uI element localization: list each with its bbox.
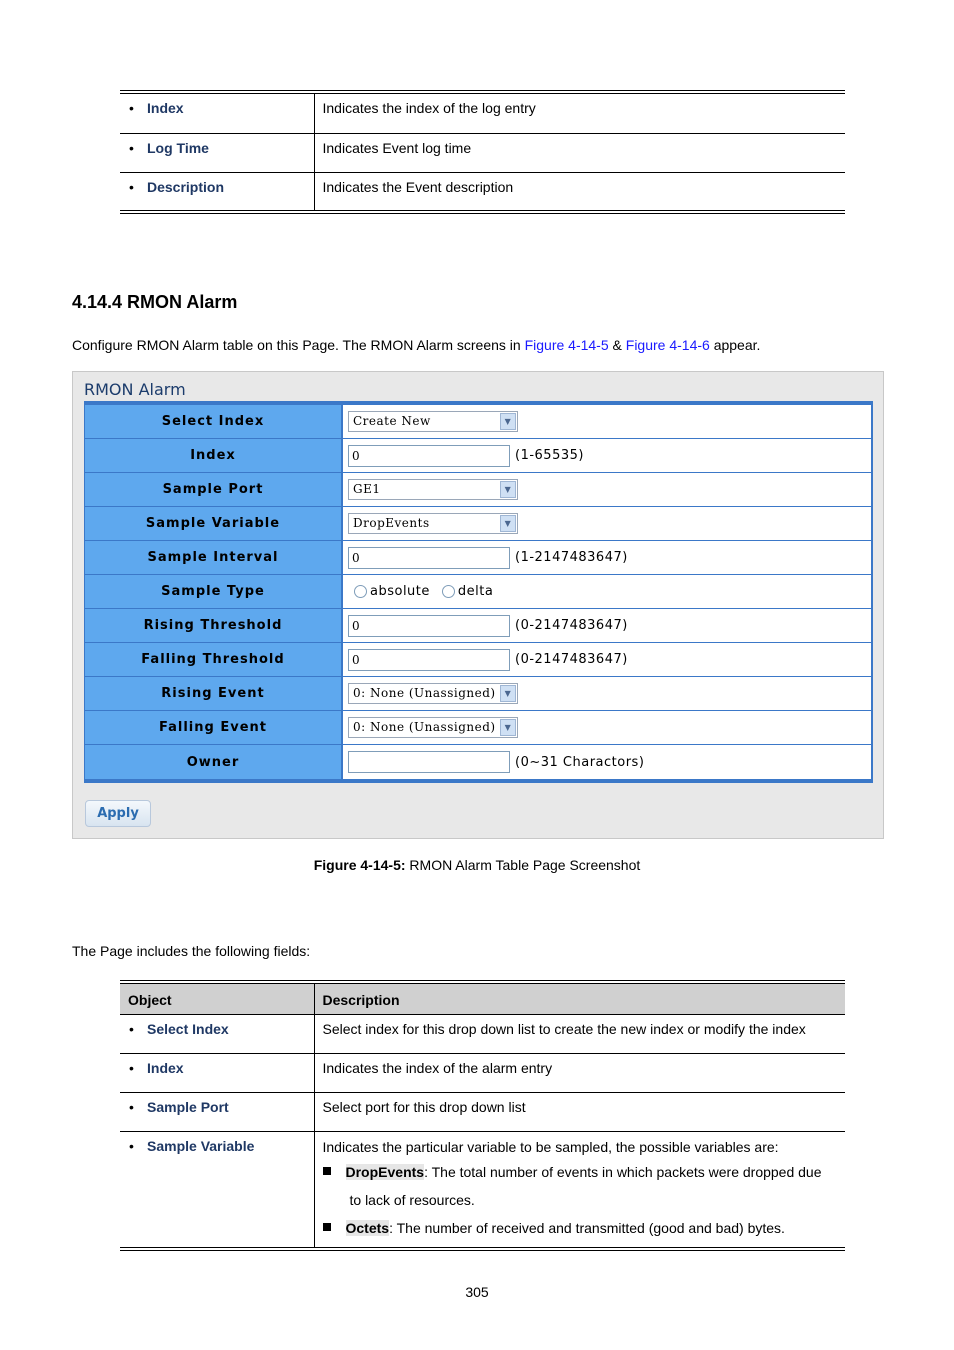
- table-bottom-rule: [120, 210, 845, 214]
- variable-term: DropEvents: [345, 1163, 425, 1180]
- table-row: [120, 1053, 845, 1092]
- log-fields-table: [120, 94, 845, 211]
- table-row: [120, 1092, 845, 1131]
- table-row: [120, 1014, 845, 1053]
- rising-threshold-input[interactable]: 0: [348, 615, 510, 637]
- form-row-sample-port: [85, 473, 871, 507]
- rising-event-label: Rising Event: [85, 677, 343, 710]
- index-label: Index: [85, 439, 343, 472]
- form-row-falling-event: [85, 711, 871, 745]
- intro-paragraph: [72, 337, 760, 353]
- rising-event-dropdown[interactable]: [348, 683, 518, 704]
- chevron-down-icon: ▼: [500, 685, 516, 702]
- falling-event-dropdown[interactable]: [348, 717, 518, 738]
- select-index-dropdown[interactable]: [348, 411, 518, 432]
- absolute-radio-label: absolute: [370, 584, 430, 599]
- table-header-row: [120, 984, 845, 1014]
- sample-variable-label: Sample Variable: [85, 507, 343, 540]
- intro-text: Configure RMON Alarm table on this Page. The RMON Alarm screens in: [72, 337, 525, 353]
- table-row: [120, 172, 845, 211]
- page-number: 305: [465, 1284, 489, 1300]
- square-bullet-icon: [323, 1223, 331, 1231]
- table-row: [120, 133, 845, 172]
- fields-intro: The Page includes the following fields:: [72, 943, 311, 959]
- caption-text: RMON Alarm Table Page Screenshot: [405, 857, 641, 873]
- sample-type-label: Sample Type: [85, 575, 343, 608]
- header-description: Description: [314, 984, 845, 1014]
- object-name: • Sample Variable: [128, 1138, 254, 1154]
- alarm-fields-table: [120, 984, 845, 1247]
- form-row-select-index: [85, 405, 871, 439]
- object-name: • Description: [128, 179, 224, 195]
- figure-link-2[interactable]: Figure 4-14-6: [625, 337, 710, 353]
- intro-text: appear.: [709, 337, 761, 353]
- sample-interval-hint: (1-2147483647): [515, 550, 628, 565]
- table-bottom-rule: [120, 1247, 845, 1251]
- form-row-sample-variable: [85, 507, 871, 541]
- form-row-sample-interval: [85, 541, 871, 575]
- apply-button[interactable]: Apply: [85, 800, 151, 827]
- owner-label: Owner: [85, 745, 343, 779]
- select-index-label: Select Index: [85, 405, 343, 438]
- dropdown-value: DropEvents: [353, 516, 430, 530]
- form-row-rising-event: [85, 677, 871, 711]
- object-description: Indicates Event log time: [314, 133, 845, 172]
- variable-description: : The number of received and transmitted (good and bad) bytes.: [389, 1219, 785, 1236]
- object-description: Indicates the particular variable to be sampled, the possible variables are:: [322, 1138, 779, 1155]
- table-row: [120, 94, 845, 133]
- owner-input[interactable]: [348, 751, 510, 773]
- variable-description: : The total number of events in which packets were dropped due to lack of resources.: [349, 1163, 822, 1208]
- dropdown-value: Create New: [353, 414, 431, 428]
- list-item: [323, 1158, 838, 1214]
- caption-label: Figure 4-14-5:: [313, 857, 406, 873]
- rising-threshold-label: Rising Threshold: [85, 609, 343, 642]
- sample-port-label: Sample Port: [85, 473, 343, 506]
- table-row: [120, 1131, 845, 1247]
- absolute-radio[interactable]: [354, 585, 367, 598]
- variable-term: Octets: [345, 1219, 390, 1236]
- object-name: • Log Time: [128, 140, 209, 156]
- index-hint: (1-65535): [515, 448, 584, 463]
- dropdown-value: GE1: [353, 482, 381, 496]
- dropdown-value: 0: None (Unassigned): [353, 720, 496, 734]
- intro-text: &: [608, 337, 626, 353]
- list-item: [323, 1214, 838, 1242]
- chevron-down-icon: ▼: [500, 515, 516, 532]
- object-description: Select index for this drop down list to create the new index or modify the index: [314, 1014, 845, 1053]
- owner-hint: (0~31 Charactors): [515, 754, 645, 770]
- falling-threshold-hint: (0-2147483647): [515, 652, 628, 667]
- delta-radio[interactable]: [442, 585, 455, 598]
- rmon-alarm-panel: [72, 371, 884, 839]
- form-row-rising-threshold: [85, 609, 871, 643]
- object-name: • Select Index: [128, 1021, 229, 1037]
- sample-interval-input[interactable]: 0: [348, 547, 510, 569]
- chevron-down-icon: ▼: [500, 413, 516, 430]
- index-input[interactable]: 0: [348, 445, 510, 467]
- delta-radio-label: delta: [457, 584, 494, 599]
- object-description: Indicates the Event description: [322, 178, 514, 195]
- sample-interval-label: Sample Interval: [85, 541, 343, 574]
- form-row-falling-threshold: [85, 643, 871, 677]
- figure-caption: [0, 857, 954, 873]
- header-object: Object: [120, 984, 314, 1014]
- object-description: Indicates the index of the alarm entry: [314, 1053, 845, 1092]
- rising-threshold-hint: (0-2147483647): [515, 618, 628, 633]
- chevron-down-icon: ▼: [500, 719, 516, 736]
- section-heading: 4.14.4 RMON Alarm: [72, 292, 238, 312]
- sample-variable-dropdown[interactable]: [348, 513, 518, 534]
- form-row-index: [85, 439, 871, 473]
- falling-threshold-label: Falling Threshold: [85, 643, 343, 676]
- form-row-sample-type: [85, 575, 871, 609]
- sample-port-dropdown[interactable]: [348, 479, 518, 500]
- figure-link-1[interactable]: Figure 4-14-5: [524, 337, 609, 353]
- panel-title: RMON Alarm: [84, 380, 186, 399]
- object-description: Select port for this drop down list: [314, 1092, 845, 1131]
- dropdown-value: 0: None (Unassigned): [353, 686, 496, 700]
- object-description: Indicates the index of the log entry: [314, 94, 845, 133]
- falling-threshold-input[interactable]: 0: [348, 649, 510, 671]
- chevron-down-icon: ▼: [500, 481, 516, 498]
- form-row-owner: [85, 745, 871, 779]
- falling-event-label: Falling Event: [85, 711, 343, 744]
- object-name: • Index: [128, 1060, 184, 1076]
- object-name: • Index: [128, 100, 184, 116]
- square-bullet-icon: [323, 1167, 331, 1175]
- object-name: • Sample Port: [128, 1099, 229, 1115]
- rmon-alarm-form: [84, 401, 873, 783]
